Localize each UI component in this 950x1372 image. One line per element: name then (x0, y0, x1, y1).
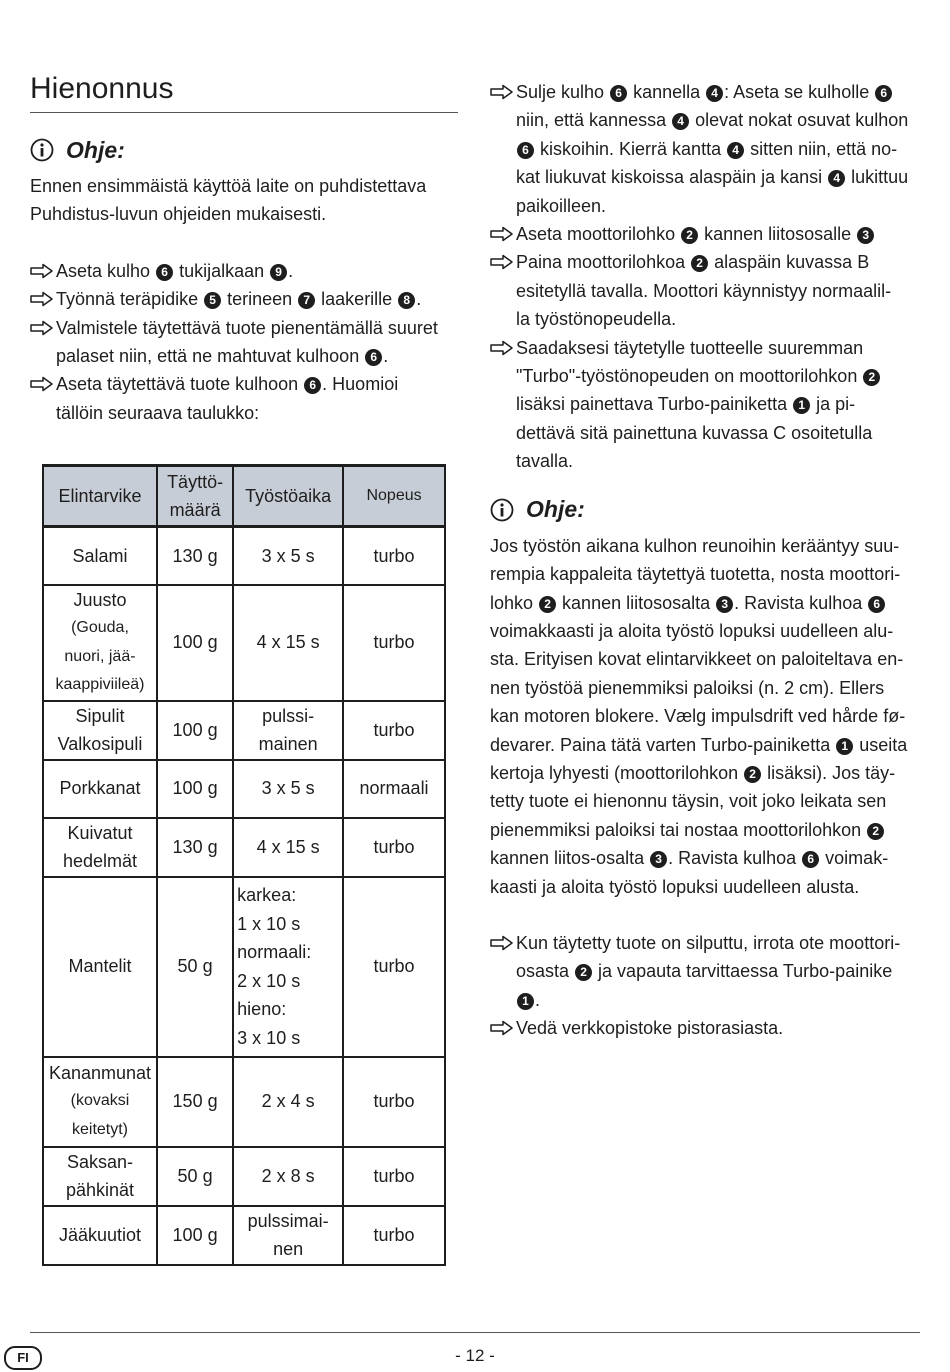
text-line (516, 986, 920, 1014)
note-heading-text: Ohje: (66, 136, 125, 163)
part-number-badge: 2 (575, 964, 592, 981)
cell-amount: 100 g (157, 760, 233, 818)
part-number-badge: 1 (517, 993, 534, 1010)
cell-line: 2 x 10 s (237, 970, 301, 991)
table-row (43, 527, 445, 585)
text-segment: . (416, 289, 422, 310)
text-line (516, 192, 920, 220)
part-number-badge: 2 (744, 766, 761, 783)
text-segment: ja vapauta tarvittaessa Turbo-painike (593, 961, 893, 982)
text-segment: paikoilleen. (516, 195, 607, 216)
part-number-badge: 6 (304, 377, 321, 394)
table-header-row (43, 466, 445, 527)
note-body (490, 532, 920, 901)
cell-line: karkea: (237, 885, 297, 905)
text-line (490, 759, 920, 787)
part-number-badge: 4 (706, 85, 723, 102)
part-number-badge: 2 (681, 227, 698, 244)
text-line (490, 844, 920, 872)
table-row (43, 1147, 445, 1206)
cell-speed: turbo (343, 1147, 445, 1206)
cell-line: 4 x 15 s (256, 836, 320, 857)
part-number-badge: 6 (875, 85, 892, 102)
text-segment: tällöin seuraava taulukko: (56, 402, 260, 423)
arrow-right-icon (490, 78, 516, 106)
right-step-list-after (490, 929, 920, 1043)
cell-food (43, 585, 157, 701)
part-number-badge: 1 (836, 738, 853, 755)
text-segment: Paina moottorilohkoa (516, 252, 691, 273)
text-line (516, 220, 920, 248)
text-segment: kat liukuvat kiskoissa alaspäin ja kansi (516, 167, 828, 188)
text-line (490, 645, 920, 673)
text-line (516, 929, 920, 957)
cell-line: mainen (258, 734, 318, 754)
text-segment: Työnnä teräpidike (56, 289, 204, 310)
left-column (30, 128, 455, 427)
text-segment: tavalla. (516, 451, 574, 472)
text-segment: laakerille (316, 289, 398, 310)
text-line (516, 1014, 920, 1042)
cell-line: normaali: (237, 942, 312, 962)
text-segment: lisäksi). Jos täy- (762, 762, 896, 783)
text-line (516, 305, 920, 333)
cell-food (43, 1206, 157, 1265)
cell-food (43, 877, 157, 1057)
part-number-badge: 6 (517, 142, 534, 159)
part-number-badge: 8 (398, 292, 415, 309)
header-line: Työstöaika (245, 485, 332, 506)
text-segment: "Turbo"-työstönopeuden on moottorilohkon (516, 366, 863, 387)
text-segment: tetty tuote ei hienonnu täysin, voit joko leikata sen (490, 791, 887, 812)
instruction-step (30, 370, 455, 427)
cell-line: 3 x 5 s (261, 778, 315, 799)
part-number-badge: 6 (802, 851, 819, 868)
text-segment: Kun täytetty tuote on silputtu, irrota ote moottori- (516, 932, 901, 953)
instruction-step (30, 257, 455, 285)
cell-amount: 100 g (157, 1206, 233, 1265)
instruction-step (490, 78, 920, 220)
col-header-time (233, 466, 343, 527)
text-segment: terineen (222, 289, 298, 310)
text-segment: sta. Erityisen kovat elintarvikkeet on paloiteltava en- (490, 649, 904, 670)
text-line (516, 447, 920, 475)
arrow-right-icon (490, 929, 516, 957)
part-number-badge: 2 (863, 369, 880, 386)
left-step-list (30, 257, 455, 427)
cell-line: pulssimai- (247, 1210, 329, 1231)
text-line (516, 390, 920, 418)
cell-line: Valkosipuli (57, 734, 143, 754)
text-segment: tukijalkaan (174, 260, 270, 281)
text-segment: kannen liitososalta (557, 592, 716, 613)
part-number-badge: 7 (298, 292, 315, 309)
text-line (490, 816, 920, 844)
cell-line: hieno: (237, 999, 287, 1019)
cell-food (43, 701, 157, 760)
cell-amount: 100 g (157, 585, 233, 701)
cell-time (233, 818, 343, 877)
cell-speed: turbo (343, 585, 445, 701)
cell-speed: turbo (343, 1057, 445, 1147)
text-segment: palaset niin, että ne mahtuvat kulhoon (56, 346, 365, 367)
table-row (43, 1057, 445, 1147)
arrow-right-icon (30, 370, 56, 398)
part-number-badge: 2 (867, 823, 884, 840)
text-segment: devarer. Paina tätä varten Turbo-painiketta (490, 734, 836, 755)
arrow-right-icon (490, 220, 516, 248)
col-header-speed (343, 466, 445, 527)
col-header-food (43, 466, 157, 527)
note-line: Ennen ensimmäistä käyttöä laite on puhdistettava (30, 176, 427, 196)
part-number-badge: 9 (270, 264, 287, 281)
text-line (516, 957, 920, 985)
text-line (516, 248, 920, 276)
text-segment: kiskoihin. Kierrä kantta (535, 138, 727, 159)
part-number-badge: 6 (156, 264, 173, 281)
cell-line: Salami (72, 545, 128, 566)
cell-time (233, 701, 343, 760)
text-segment: kannen liitos-osalta (490, 848, 650, 869)
part-number-badge: 6 (868, 596, 885, 613)
cell-time (233, 585, 343, 701)
text-segment: Vedä verkkopistoke pistorasiasta. (516, 1018, 784, 1039)
cell-line: Kananmunat (48, 1062, 152, 1083)
table-row (43, 818, 445, 877)
text-segment: . Ravista kulhoa (734, 592, 868, 613)
cell-amount: 150 g (157, 1057, 233, 1147)
note-heading (30, 128, 455, 172)
part-number-badge: 3 (857, 227, 874, 244)
cell-food (43, 818, 157, 877)
text-segment: Aseta kulho (56, 260, 156, 281)
text-segment: . (288, 260, 294, 281)
table-row (43, 877, 445, 1057)
text-segment: Jos työstön aikana kulhon reunoihin kerääntyy suu- (490, 535, 900, 556)
footer-divider (30, 1332, 920, 1333)
cell-time (233, 760, 343, 818)
cell-line: Sipulit (75, 705, 125, 726)
text-segment: Saadaksesi täytetylle tuotteelle suuremman (516, 337, 864, 358)
part-number-badge: 5 (204, 292, 221, 309)
header-line: määrä (169, 500, 221, 520)
language-badge: FI (4, 1346, 42, 1370)
cell-food (43, 1147, 157, 1206)
text-line (490, 617, 920, 645)
text-segment: esitetyllä tavalla. Moottori käynnistyy normaalil- (516, 280, 892, 301)
cell-amount: 130 g (157, 527, 233, 585)
text-line (490, 731, 920, 759)
col-header-amount (157, 466, 233, 527)
text-segment: niin, että kannessa (516, 110, 672, 131)
cell-line: 3 x 5 s (261, 545, 315, 566)
text-line (516, 334, 920, 362)
text-segment: ja pi- (811, 394, 856, 415)
cell-line: Juusto (73, 589, 127, 610)
cell-time (233, 877, 343, 1057)
cell-line: kaappiviileä) (55, 676, 145, 693)
part-number-badge: 2 (539, 596, 556, 613)
part-number-badge: 4 (727, 142, 744, 159)
text-segment: pienemmiksi paloiksi tai nostaa moottorilohkon (490, 819, 867, 840)
text-line (56, 257, 455, 285)
instruction-step (490, 334, 920, 476)
cell-speed: turbo (343, 701, 445, 760)
cell-line: 2 x 4 s (261, 1091, 315, 1112)
part-number-badge: 3 (650, 851, 667, 868)
header-line: Elintarvike (58, 485, 142, 506)
cell-amount: 100 g (157, 701, 233, 760)
table-row (43, 585, 445, 701)
cell-line: Kuivatut (67, 822, 133, 843)
cell-food (43, 1057, 157, 1147)
arrow-right-icon (490, 1014, 516, 1042)
part-number-badge: 2 (691, 255, 708, 272)
text-line (490, 873, 920, 901)
part-number-badge: 4 (828, 170, 845, 187)
text-segment: : Aseta se kulholle (724, 82, 875, 102)
text-segment: Sulje kulho (516, 82, 610, 102)
header-line: Nopeus (366, 486, 422, 504)
cell-time (233, 1057, 343, 1147)
note-heading (490, 488, 920, 532)
cell-line: keitetyt) (71, 1120, 128, 1138)
instruction-step (490, 248, 920, 333)
cell-line: Jääkuutiot (58, 1224, 142, 1245)
cell-speed: normaali (343, 760, 445, 818)
text-line (56, 399, 455, 427)
text-segment: lohko (490, 592, 539, 613)
text-line (516, 135, 920, 163)
text-segment: lisäksi painettava Turbo-painiketta (516, 394, 793, 415)
arrow-right-icon (30, 285, 56, 313)
arrow-right-icon (30, 257, 56, 285)
text-segment: la työstönopeudella. (516, 309, 677, 330)
text-segment: kertoja lyhyesti (moottorilohkon (490, 762, 744, 783)
arrow-right-icon (490, 248, 516, 276)
text-segment: Aseta täytettävä tuote kulhoon (56, 374, 304, 395)
arrow-right-icon (30, 314, 56, 342)
text-line (56, 342, 455, 370)
text-line (490, 560, 920, 588)
text-line (516, 419, 920, 447)
text-line (490, 674, 920, 702)
cell-time (233, 1206, 343, 1265)
text-line (516, 277, 920, 305)
page-number: - 12 - (455, 1346, 495, 1365)
page-title: Hienonnus (30, 70, 458, 113)
cell-line: Porkkanat (59, 778, 141, 799)
text-segment: . (535, 989, 541, 1010)
cell-line: Saksan- (66, 1151, 134, 1172)
cell-line: 1 x 10 s (237, 913, 301, 934)
text-line (516, 106, 920, 134)
instruction-step (490, 220, 920, 248)
right-column (490, 78, 920, 1043)
cell-time (233, 527, 343, 585)
cell-amount: 50 g (157, 877, 233, 1057)
text-segment: kaasti ja aloita työstö lopuksi uudelleen alusta. (490, 876, 860, 897)
text-segment: . (383, 346, 389, 367)
text-segment: Valmistele täytettävä tuote pienentämällä suuret (56, 317, 438, 338)
text-segment: dettävä sitä painettuna kuvassa C osoitetulla (516, 422, 873, 443)
instruction-step (490, 1014, 920, 1042)
cell-line: 2 x 8 s (261, 1165, 315, 1186)
text-segment: alaspäin kuvassa B (709, 252, 870, 273)
text-segment: . Huomioi (322, 374, 399, 395)
cell-amount: 50 g (157, 1147, 233, 1206)
text-segment: kan motoren blokere. Vælg impulsdrift ved hårde fø- (490, 706, 906, 727)
table-row (43, 1206, 445, 1265)
cell-line: pähkinät (65, 1180, 135, 1200)
text-segment: nen työstöä pienemmiksi paloiksi (n. 2 cm). Ellers (490, 677, 885, 698)
note-heading-text: Ohje: (526, 496, 585, 523)
text-segment: kannella (628, 82, 706, 102)
instruction-step (30, 285, 455, 313)
text-line (56, 285, 455, 313)
info-icon (490, 498, 514, 522)
cell-line: hedelmät (62, 851, 138, 871)
text-line (516, 163, 920, 191)
text-segment: useita (854, 734, 908, 755)
cell-speed: turbo (343, 818, 445, 877)
cell-food (43, 760, 157, 818)
table-row (43, 701, 445, 760)
header-line: Täyttö- (167, 471, 224, 492)
text-segment: rempia kappaleita täytettyä tuotetta, nosta moottori- (490, 564, 901, 585)
text-line (516, 78, 920, 106)
text-segment: lukittuu (846, 167, 909, 188)
text-segment: voimak- (820, 848, 889, 869)
text-line (56, 314, 455, 342)
text-line (56, 370, 455, 398)
cell-line: (Gouda, (71, 619, 129, 636)
table-row (43, 760, 445, 818)
cell-line: nen (273, 1239, 304, 1259)
part-number-badge: 3 (716, 596, 733, 613)
text-line (490, 702, 920, 730)
cell-food (43, 527, 157, 585)
text-segment: olevat nokat osuvat kulhon (690, 110, 909, 131)
note-line: Puhdistus-luvun ohjeiden mukaisesti. (30, 204, 327, 225)
info-icon (30, 138, 54, 162)
table-body (43, 527, 445, 1265)
cell-speed: turbo (343, 1206, 445, 1265)
cell-line: pulssi- (262, 705, 315, 726)
text-line (516, 362, 920, 390)
right-step-list (490, 78, 920, 476)
cell-line: nuori, jää- (64, 647, 136, 665)
part-number-badge: 1 (793, 397, 810, 414)
arrow-right-icon (490, 334, 516, 362)
text-segment: . Ravista kulhoa (668, 848, 802, 869)
cell-line: (kovaksi (70, 1092, 130, 1110)
cell-speed: turbo (343, 527, 445, 585)
instruction-step (30, 314, 455, 371)
cell-time (233, 1147, 343, 1206)
part-number-badge: 6 (365, 349, 382, 366)
cell-speed: turbo (343, 877, 445, 1057)
text-segment: osasta (516, 961, 575, 982)
instruction-step (490, 929, 920, 1014)
text-line (490, 589, 920, 617)
part-number-badge: 4 (672, 113, 689, 130)
cell-amount: 130 g (157, 818, 233, 877)
text-segment: voimakkaasti ja aloita työstö lopuksi uudelleen alu- (490, 620, 894, 641)
text-segment: sitten niin, että no- (745, 138, 898, 159)
cell-line: 3 x 10 s (237, 1027, 301, 1048)
food-table (42, 464, 446, 1266)
text-segment: kannen liitososalle (699, 224, 857, 245)
cell-line: Mantelit (68, 956, 132, 977)
part-number-badge: 6 (610, 85, 627, 102)
text-line (490, 787, 920, 815)
text-segment: Aseta moottorilohko (516, 224, 681, 245)
text-line (490, 532, 920, 560)
cell-line: 4 x 15 s (256, 632, 320, 653)
